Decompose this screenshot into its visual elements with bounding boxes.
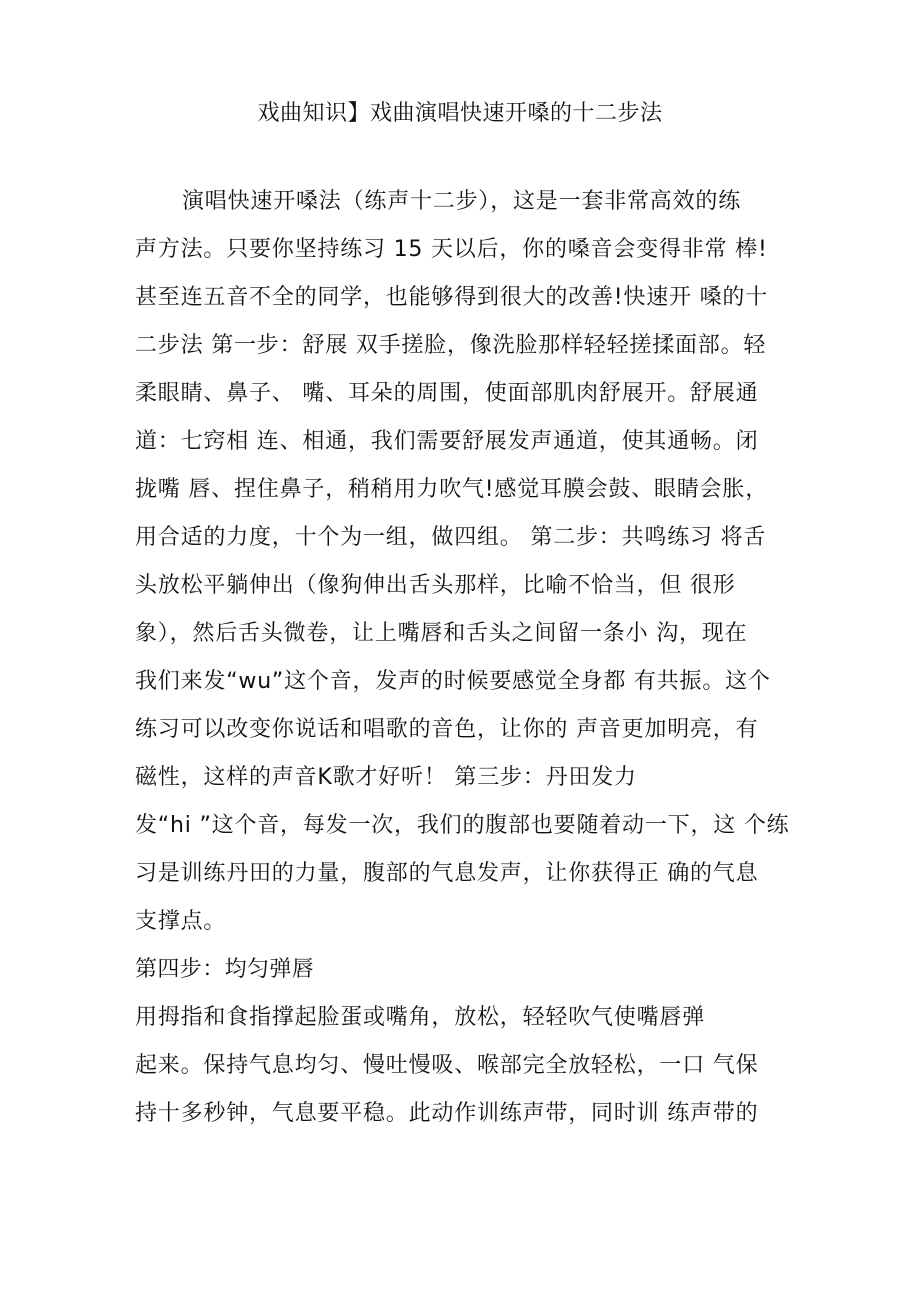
paragraph-line: 甚至连五音不全的同学，也能够得到很大的改善!快速开 嗓的十: [135, 285, 769, 310]
paragraph-line: 拢嘴 唇、捏住鼻子，稍稍用力吹气!感觉耳膜会鼓、眼睛会胀，: [135, 477, 769, 502]
paragraph-line: 持十多秒钟，气息要平稳。此动作训练声带，同时训 练声带的: [135, 1101, 759, 1126]
paragraph-line: 我们来发“wu”这个音，发声的时候要感觉全身都 有共振。这个: [135, 669, 771, 694]
paragraph-line: 支撑点。: [135, 909, 227, 934]
paragraph-line: 头放松平躺伸出（像狗伸出舌头那样，比喻不恰当，但 很形: [135, 573, 736, 598]
paragraph-line: 发“hi ”这个音，每发一次，我们的腹部也要随着动一下，这 个练: [135, 813, 790, 838]
paragraph-line: 象），然后舌头微卷，让上嘴唇和舌头之间留一条小 沟，现在: [135, 621, 748, 646]
document-title: 戏曲知识】戏曲演唱快速开嗓的十二步法: [257, 101, 663, 126]
paragraph-line: 声方法。只要你坚持练习 15 天以后，你的嗓音会变得非常 棒!: [135, 237, 768, 262]
paragraph-line: 用合适的力度，十个为一组，做四组。 第二步：共鸣练习 将舌: [135, 525, 767, 550]
paragraph-line: 道：七窍相 连、相通，我们需要舒展发声通道，使其通畅。闭: [135, 429, 759, 454]
paragraph-line: 柔眼睛、鼻子、 嘴、耳朵的周围，使面部肌肉舒展开。舒展通: [135, 381, 759, 406]
paragraph-line: 二步法 第一步：舒展 双手搓脸，像洗脸那样轻轻搓揉面部。轻: [135, 333, 767, 358]
paragraph-line: 用拇指和食指撑起脸蛋或嘴角，放松，轻轻吹气使嘴唇弹: [135, 1005, 706, 1030]
paragraph-line: 习是训练丹田的力量，腹部的气息发声，让你获得正 确的气息: [135, 861, 759, 886]
section-heading: 第四步：均匀弹唇: [135, 957, 315, 982]
paragraph-line: 起来。保持气息均匀、慢吐慢吸、喉部完全放轻松，一口 气保: [135, 1053, 759, 1078]
paragraph-line: 演唱快速开嗓法（练声十二步），这是一套非常高效的练: [182, 189, 742, 214]
paragraph-line: 磁性，这样的声音K歌才好听！ 第三步：丹田发力: [135, 765, 637, 790]
paragraph-line: 练习可以改变你说话和唱歌的音色，让你的 声音更加明亮，有: [135, 717, 759, 742]
